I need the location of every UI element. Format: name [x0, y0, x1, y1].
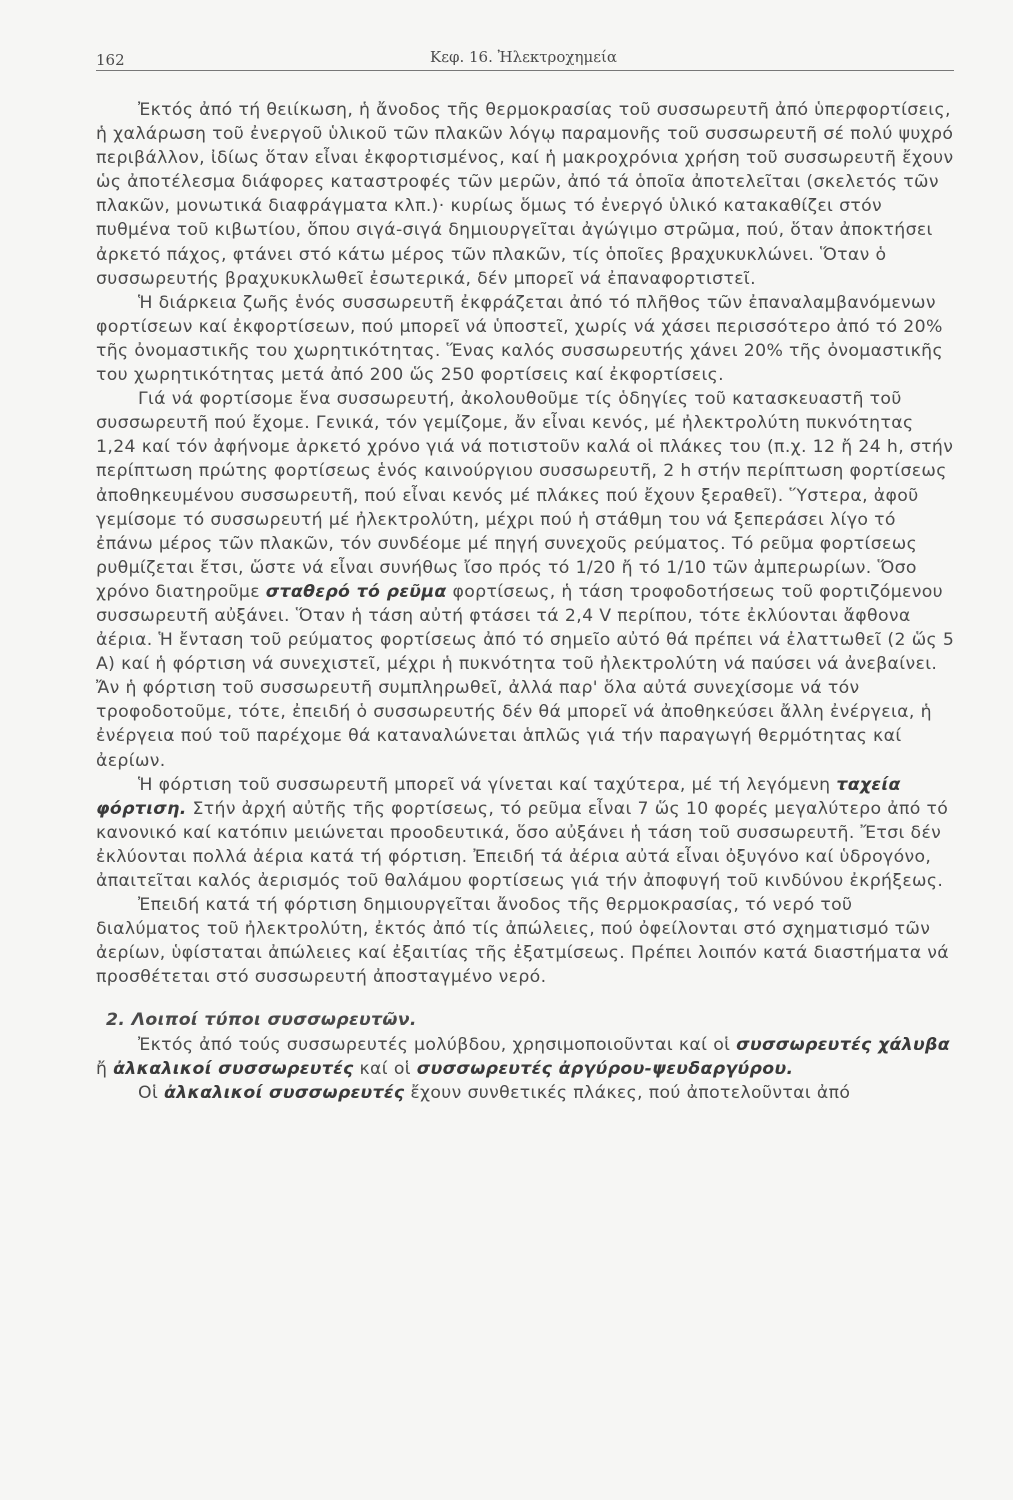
emphasis-alkaline-batteries: ἀλκαλικοί συσσωρευτές — [164, 1082, 405, 1103]
emphasis-alkaline-batteries: ἀλκαλικοί συσσωρευτές — [113, 1058, 354, 1079]
text-run: καί οἱ — [353, 1058, 417, 1079]
emphasis-fast-charging: ταχεία φόρτιση. — [96, 774, 901, 819]
section-heading: 2. Λοιποί τύποι συσσωρευτῶν. — [106, 1010, 417, 1031]
running-head: Κεφ. 16. Ἠλεκτροχημεία — [430, 48, 618, 66]
page-number: 162 — [96, 51, 125, 69]
text-run: Ἐκτός ἀπό τούς συσσωρευτές μολύβδου, χρησιμοποιοῦνται καί οἱ — [138, 1034, 737, 1055]
text-run: Ἡ φόρτιση τοῦ συσσωρευτῆ μπορεῖ νά γίνεται καί ταχύτερα, μέ τή λεγόμενη — [138, 774, 837, 795]
text-run: Γιά νά φορτίσομε ἕνα συσσωρευτή, ἀκολουθοῦμε τίς ὁδηγίες τοῦ κατασκευαστῆ τοῦ συσσωρευτῆ πού ἔχομε. Γενικά, τόν γεμίζομε, ἄν εἶναι κενός, μέ ἠλεκτρολύτη πυκνότητας 1,24 καί τόν ἀφήνομε ἀρκετό χρόνο γιά νά ποτιστοῦν καλά οἱ πλάκες του (π.χ. 12 ἤ 24 h, στήν περίπτωση πρώτης φορτίσεως ἑνός καινούργιου συσσωρευτῆ, 2 h στήν περίπτωση φορτίσεως ἀποθηκευμένου συσσωρευτῆ, πού εἶναι κενός μέ πλάκες πού ἔχουν ξεραθεῖ). Ὕστερα, ἀφοῦ γεμίσομε τό συσσωρευτή μέ ἠλεκτρολύτη, μέχρι πού ἡ στάθμη του νά ξεπεράσει λίγο τό ἐπάνω μέρος τῶν πλακῶν, τόν συνδέομε μέ πηγή συνεχοῦς ρεύματος. Τό ρεῦμα φορτίσεως ρυθμίζεται ἔτσι, ὥστε νά εἶναι συνήθως ἴσο πρός τό 1/20 ἤ τό 1/10 τῶν ἀμπερωρίων. Ὅσο χρόνο διατηροῦμε — [96, 389, 954, 602]
emphasis-steel-batteries: συσσωρευτές χάλυβα — [736, 1034, 950, 1055]
text-run: ἤ — [96, 1058, 114, 1079]
page-header — [96, 48, 954, 71]
emphasis-silver-zinc-batteries: συσσωρευτές ἀργύρου-ψευδαργύρου. — [416, 1058, 794, 1079]
text-run: ἔχουν συνθετικές πλάκες, πού ἀποτελοῦνται ἀπό — [404, 1082, 851, 1103]
text-run: φορτίσεως, ἡ τάση τροφοδοτήσεως τοῦ φορτιζόμενου συσσωρευτῆ αὐξάνει. Ὅταν ἡ τάση αὐτή φτάσει τά 2,4 V περίπου, τότε ἐκλύονται ἄφθονα ἀέρια. Ἡ ἔνταση τοῦ ρεύματος φορτίσεως ἀπό τό σημεῖο αὐτό θά πρέπει νά ἐλαττωθεῖ (2 ὥς 5 A) καί ἡ φόρτιση νά συνεχιστεῖ, μέχρι ἡ πυκνότητα τοῦ ἠλεκτρολύτη νά παύσει νά ἀνεβαίνει. Ἄν ἡ φόρτιση τοῦ συσσωρευτῆ συμπληρωθεῖ, ἀλλά παρ' ὅλα αὐτά συνεχίσομε νά τόν τροφοδοτοῦμε, τότε, ἐπειδή ὁ συσσωρευτής δέν θά μπορεῖ νά ἀποθηκεύσει ἄλλη ἐνέργεια, ἡ ἐνέργεια πού τοῦ παρέχομε θά καταναλώνεται ἁπλῶς γιά τήν παραγωγή θερμότητας καί ἀερίων. — [96, 581, 955, 771]
text-run: Οἱ — [138, 1082, 164, 1103]
paragraph-charging-procedure — [96, 387, 956, 773]
paragraph-battery-life: Ἡ διάρκεια ζωῆς ἑνός συσσωρευτῆ ἐκφράζεται ἀπό τό πλῆθος τῶν ἐπαναλαμβανόμενων φορτίσεων καί ἐκφορτίσεων, πού μπορεῖ νά ὑποστεῖ, χωρίς νά χάσει περισσότερο ἀπό τό 20% τῆς ὀνομαστικῆς του χωρητικότητας. Ἕνας καλός συσσωρευτής χάνει 20% τῆς ὀνομαστικῆς του χωρητικότητας μετά ἀπό 200 ὥς 250 φορτίσεις καί ἐκφορτίσεις. — [96, 292, 943, 386]
paragraph-alkaline-plates — [96, 1081, 956, 1105]
text-run: Στήν ἀρχή αὐτῆς τῆς φορτίσεως, τό ρεῦμα εἶναι 7 ὥς 10 φορές μεγαλύτερο ἀπό τό κανονικό καί κατόπιν μειώνεται προοδευτικά, ὅσο αὐξάνει ἡ τάση τοῦ συσσωρευτῆ. Ἔτσι δέν ἐκλύονται πολλά ἀέρια κατά τή φόρτιση. Ἐπειδή τά ἀέρια αὐτά εἶναι ὀξυγόνο καί ὑδρογόνο, ἀπαιτεῖται καλός ἀερισμός τοῦ θαλάμου φορτίσεως γιά τήν ἀποφυγή τοῦ κινδύνου ἐκρήξεως. — [96, 798, 949, 891]
paragraph-battery-damage: Ἐκτός ἀπό τή θειίκωση, ἡ ἄνοδος τῆς θερμοκρασίας τοῦ συσσωρευτῆ ἀπό ὑπερφορτίσεις, ἡ χαλάρωση τοῦ ἐνεργοῦ ὑλικοῦ τῶν πλακῶν λόγῳ παραμονῆς τοῦ συσσωρευτῆ σέ πολύ ψυχρό περιβάλλον, ἰδίως ὅταν εἶναι ἐκφορτισμένος, καί ἡ μακροχρόνια χρήση τοῦ συσσωρευτῆ ἔχουν ὡς ἀποτέλεσμα διάφορες καταστροφές τῶν μερῶν, ἀπό τά ὁποῖα ἀποτελεῖται (σκελετός τῶν πλακῶν, μονωτικά διαφράγματα κλπ.)· κυρίως ὅμως τό ἐνεργό ὑλικό κατακαθίζει στόν πυθμένα τοῦ κιβωτίου, ὅπου σιγά-σιγά δημιουργεῖται ἀγώγιμο στρῶμα, πού, ὅταν ἀποκτήσει ἀρκετό πάχος, φτάνει στό κάτω μέρος τῶν πλακῶν, τίς ὁποῖες βραχυκυκλώνει. Ὅταν ὁ συσσωρευτής βραχυκυκλωθεῖ ἐσωτερικά, δέν μπορεῖ νά ἐπαναφορτιστεῖ. — [96, 100, 954, 289]
body-text — [96, 98, 956, 1105]
emphasis-constant-current: σταθερό τό ρεῦμα — [265, 581, 447, 602]
paragraph-distilled-water: Ἐπειδή κατά τή φόρτιση δημιουργεῖται ἄνοδος τῆς θερμοκρασίας, τό νερό τοῦ διαλύματος τοῦ ἠλεκτρολύτη, ἐκτός ἀπό τίς ἀπώλειες, πού ὀφείλονται στό σχηματισμό τῶν ἀερίων, ὑφίσταται ἀπώλειες καί ἐξαιτίας τῆς ἐξατμίσεως. Πρέπει λοιπόν κατά διαστήματα νά προσθέτεται στό συσσωρευτή ἀποσταγμένο νερό. — [96, 895, 950, 988]
paragraph-fast-charging — [96, 773, 956, 893]
paragraph-other-types — [96, 1033, 956, 1081]
